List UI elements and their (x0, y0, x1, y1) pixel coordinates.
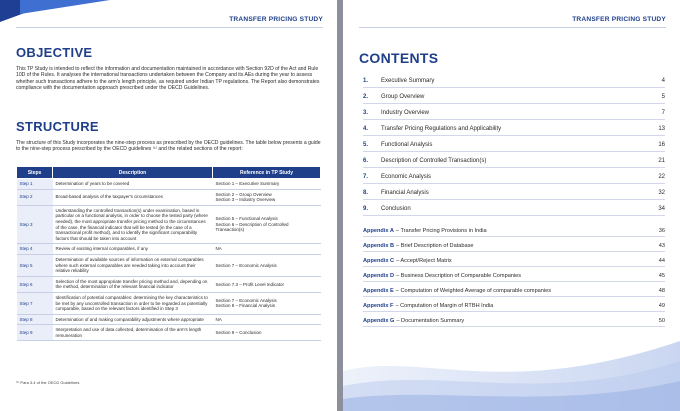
toc-divider (363, 167, 665, 168)
toc-page: 34 (658, 206, 665, 212)
toc-entry[interactable] (363, 140, 665, 150)
appendix-page: 36 (658, 227, 665, 234)
toc-page: 7 (661, 110, 665, 116)
appendix-page: 50 (658, 317, 665, 324)
toc-title: Transfer Pricing Regulations and Applicability (381, 126, 502, 132)
toc-page: 21 (658, 158, 665, 164)
step-cell: Step 7 (17, 292, 53, 314)
header-rule (359, 27, 666, 28)
toc-entry[interactable] (363, 172, 665, 182)
table-row (17, 325, 321, 341)
appendix-title: – Business Description of Comparable Companies (396, 272, 522, 279)
table-row (17, 276, 321, 292)
toc-divider (363, 87, 665, 88)
toc-title: Executive Summary (381, 78, 435, 84)
step-cell: Step 5 (17, 254, 53, 276)
reference-cell: NA (213, 244, 321, 255)
table-row (17, 205, 321, 244)
toc-divider (363, 215, 665, 216)
description-cell: Interpretation and use of data collected, determination of the arm's length remuneration (53, 325, 213, 341)
step-cell: Step 3 (17, 205, 53, 244)
appendix-label: Appendix D (363, 272, 395, 279)
toc-page: 4 (661, 78, 665, 84)
toc-entry[interactable] (363, 156, 665, 166)
toc-entry[interactable] (363, 188, 665, 198)
toc-number: 1. (363, 78, 369, 84)
appendix-page: 45 (658, 272, 665, 279)
appendix-entry[interactable] (363, 286, 665, 295)
step-cell: Step 1 (17, 179, 53, 190)
toc-entry[interactable] (363, 92, 665, 102)
toc-page: 32 (658, 190, 665, 196)
appendix-label: Appendix G (363, 317, 395, 324)
appendix-label: Appendix B (363, 242, 395, 249)
table-row (17, 292, 321, 314)
toc-entry[interactable] (363, 76, 665, 86)
toc-title: Financial Analysis (381, 190, 429, 196)
corner-decoration-light (20, 0, 110, 14)
step-cell: Step 2 (17, 189, 53, 205)
toc-divider (363, 103, 665, 104)
appendix-entry[interactable] (363, 301, 665, 310)
reference-cell: Section 1 – Executive Summary (213, 179, 321, 190)
toc-number: 9. (363, 206, 369, 212)
appendix-label: Appendix F (363, 302, 394, 309)
toc-divider (363, 151, 665, 152)
running-header: TRANSFER PRICING STUDY (572, 16, 666, 23)
wave-decoration (343, 311, 680, 411)
toc-divider (363, 199, 665, 200)
toc-divider (363, 183, 665, 184)
toc-page: 13 (658, 126, 665, 132)
toc-entry[interactable] (363, 204, 665, 214)
appendix-divider (363, 266, 665, 267)
appendix-divider (363, 296, 665, 297)
toc-divider (363, 119, 665, 120)
description-cell: Identification of potential comparables: determining the key characteristics to be met by any uncontrolled transaction in order to be regarded as potentially comparable, based on the relevant factors identified in Step 3 (53, 292, 213, 314)
toc-number: 3. (363, 110, 369, 116)
appendix-title: – Accept/Reject Matrix (396, 257, 452, 264)
appendix-page: 44 (658, 257, 665, 264)
appendix-page: 49 (658, 302, 665, 309)
appendix-title: – Computation of Margin of RTBH India (395, 302, 494, 309)
col-header-reference: Reference in TP Study (213, 167, 321, 179)
reference-cell: Section 5 – Functional Analysis Section 6 – Description of Controlled Transaction(s) (213, 205, 321, 244)
table-row (17, 254, 321, 276)
description-cell: Review of existing internal comparables, if any (53, 244, 213, 255)
toc-number: 5. (363, 142, 369, 148)
toc-entry[interactable] (363, 108, 665, 118)
appendix-entry[interactable] (363, 256, 665, 265)
description-cell: Understanding the controlled transaction(s) under examination, based in particular on a functional analysis, in order to choose the tested party (where needed), the most appropriate transfer pricing method to the circumstances of the case, the financial indicator that will be tested (in the case of a transactional profit method), and to identify the significant comparability factors that should be taken into account (53, 205, 213, 244)
toc-page: 5 (661, 94, 665, 100)
toc-page: 22 (658, 174, 665, 180)
step-cell: Step 8 (17, 314, 53, 325)
appendix-divider (363, 251, 665, 252)
objective-heading: OBJECTIVE (16, 45, 93, 60)
description-cell: Selection of the most appropriate transfer pricing method and, depending on the method, determination of the relevant financial indicator (53, 276, 213, 292)
appendix-title: – Brief Description of Database (396, 242, 474, 249)
table-row (17, 244, 321, 255)
description-cell: Determination of available sources of information on external comparables where such external comparables are needed taking into account their relative reliability (53, 254, 213, 276)
col-header-steps: Steps (17, 167, 53, 179)
description-cell: Determination of years to be covered (53, 179, 213, 190)
toc-number: 6. (363, 158, 369, 164)
step-cell: Step 4 (17, 244, 53, 255)
reference-cell: Section 7 – Economic Analysis (213, 254, 321, 276)
description-cell: Broad-based analysis of the taxpayer's circumstances (53, 189, 213, 205)
appendix-entry[interactable] (363, 271, 665, 280)
page-contents (343, 0, 680, 411)
contents-heading: CONTENTS (359, 50, 439, 66)
toc-entry[interactable] (363, 124, 665, 134)
appendix-title: – Transfer Pricing Provisions in India (395, 227, 487, 234)
running-header: TRANSFER PRICING STUDY (229, 16, 323, 23)
toc-title: Group Overview (381, 94, 425, 100)
footnote: ⁽¹⁾ Para 3.4 of the OECD Guidelines (16, 380, 80, 385)
toc-title: Economic Analysis (381, 174, 432, 180)
reference-cell: NA (213, 314, 321, 325)
description-cell: Determination of and making comparability adjustments where appropriate (53, 314, 213, 325)
toc-page: 16 (658, 142, 665, 148)
structure-paragraph: The structure of this Study incorporates the nine-step process as prescribed by the OECD guidelines. The table below presents a guide to the nine-step process prescribed by the OECD guidelines ⁽¹⁾ and the related sections of the report: (16, 140, 321, 153)
reference-cell: Section 2 – Group Overview Section 3 – Industry Overview (213, 189, 321, 205)
appendix-label: Appendix A (363, 227, 394, 234)
reference-cell: Section 7.3 – Profit Level Indicator (213, 276, 321, 292)
page-objective-structure (0, 0, 337, 411)
toc-title: Description of Controlled Transaction(s) (381, 158, 487, 164)
step-cell: Step 9 (17, 325, 53, 341)
header-rule (16, 27, 323, 28)
step-cell: Step 6 (17, 276, 53, 292)
toc-number: 8. (363, 190, 369, 196)
appendix-page: 48 (658, 287, 665, 294)
appendix-title: – Computation of Weighted Average of comparable companies (395, 287, 552, 294)
toc-title: Industry Overview (381, 110, 430, 116)
toc-divider (363, 135, 665, 136)
appendix-entry[interactable] (363, 226, 665, 235)
reference-cell: Section 9 – Conclusion (213, 325, 321, 341)
toc-title: Functional Analysis (381, 142, 433, 148)
appendix-label: Appendix E (363, 287, 394, 294)
appendix-entry[interactable] (363, 241, 665, 250)
objective-paragraph: This TP Study is intended to reflect the information and documentation maintained in accordance with Section 92D of the Act and Rule 10D of the Rules. It analyses the international transactions undertaken between the Company and its AEs during the year to assess whether such transactions adhere to the arm's length principle, as required under Indian TP regulations. The Report also demonstrates compliance with the documentation approach prescribed under the OECD Guidelines. (16, 66, 320, 91)
appendix-title: – Documentation Summary (396, 317, 465, 324)
structure-heading: STRUCTURE (16, 119, 99, 134)
toc-number: 7. (363, 174, 369, 180)
reference-cell: Section 7 – Economic Analysis Section 8 – Financial Analysis (213, 292, 321, 314)
appendix-label: Appendix C (363, 257, 395, 264)
table-row (17, 179, 321, 190)
toc-number: 2. (363, 94, 369, 100)
appendix-divider (363, 281, 665, 282)
toc-title: Conclusion (381, 206, 411, 212)
toc-number: 4. (363, 126, 369, 132)
table-row (17, 189, 321, 205)
col-header-description: Description (53, 167, 213, 179)
nine-step-table (16, 166, 321, 341)
appendix-page: 43 (658, 242, 665, 249)
table-row (17, 314, 321, 325)
appendix-divider (363, 236, 665, 237)
